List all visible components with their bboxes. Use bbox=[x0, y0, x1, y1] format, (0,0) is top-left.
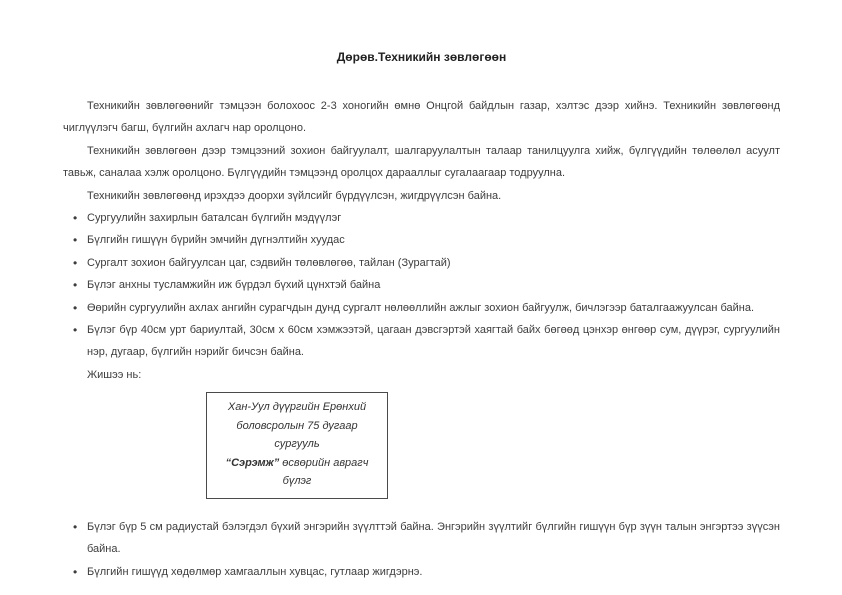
list-item: • Бүлгийн гишүүд хөдөлмөр хамгааллын хувцас, гутлаар жигдэрнэ. bbox=[87, 561, 780, 583]
requirements-list bbox=[87, 207, 780, 364]
example-box-line-rest: өсвөрийн аврагч бүлэг bbox=[279, 456, 369, 488]
list-item: • Бүлэг анхны тусламжийн иж бүрдэл бүхий цүнхтэй байна bbox=[87, 274, 780, 296]
requirements-list-bottom bbox=[87, 516, 780, 583]
example-box bbox=[206, 392, 388, 499]
paragraph-procedure: Техникийн зөвлөгөөн дээр тэмцээний зохион байгуулалт, шалгаруулалтын талаар танилцуулга хийж, бүлгүүдийн төлөөлөл асуулт тавьж, саналаа хэлж оролцоно. Бүлгүүдийн тэмцээнд оролцох дарааллыг сугалаагаар тодруулна. bbox=[63, 144, 780, 180]
list-item: • Бүлэг бүр 40см урт бариултай, 30см х 60см хэмжээтэй, цагаан дэвсгэртэй хаягтай байх бөгөөд цэнхэр өнгөөр сум, дүүрэг, сургуулийн нэр, дугаар, бүлгийн нэрийг бичсэн байна. bbox=[87, 319, 780, 364]
example-box-line bbox=[215, 454, 379, 491]
paragraph-intro: Техникийн зөвлөгөөнийг тэмцээн болохоос 2-3 хоногийн өмнө Онцгой байдлын газар, хэлтэс дээр хийнэ. Техникийн зөвлөгөөнд чиглүүлэгч багш, бүлгийн ахлагч нар оролцоно. bbox=[63, 100, 780, 135]
example-label: Жишээ нь: bbox=[87, 368, 142, 381]
example-box-line: боловсролын 75 дугаар сургууль bbox=[236, 419, 358, 451]
list-item: • Бүлэг бүр 5 см радиустай бэлэгдэл бүхий энгэрийн зүүлттэй байна. Энгэрийн зүүлтийг бүлгийн гишүүн бүр зүүн талын энгэртээ зүүсэн байна. bbox=[87, 516, 780, 561]
list-item: • Сургуулийн захирлын баталсан бүлгийн мэдүүлэг bbox=[87, 207, 780, 229]
example-box-group-name: “Сэрэмж” bbox=[225, 456, 280, 469]
list-item: • Өөрийн сургуулийн ахлах ангийн сурагчдын дунд сургалт нөлөөллийн ажлыг зохион байгуулж, бичлэгээр баталгаажуулсан байна. bbox=[87, 297, 780, 319]
paragraph-requirements-lead: Техникийн зөвлөгөөнд ирэхдээ доорхи зүйлсийг бүрдүүлсэн, жигдрүүлсэн байна. bbox=[87, 189, 502, 202]
page-title: Дөрөв.Техникийн зөвлөгөөн bbox=[336, 50, 507, 64]
example-box-line: Хан-Уул дүүргийн Ерөнхий bbox=[227, 401, 367, 414]
list-item: • Сургалт зохион байгуулсан цаг, сэдвийн төлөвлөгөө, тайлан (Зурагтай) bbox=[87, 252, 780, 274]
list-item: • Бүлгийн гишүүн бүрийн эмчийн дүгнэлтийн хуудас bbox=[87, 229, 780, 251]
